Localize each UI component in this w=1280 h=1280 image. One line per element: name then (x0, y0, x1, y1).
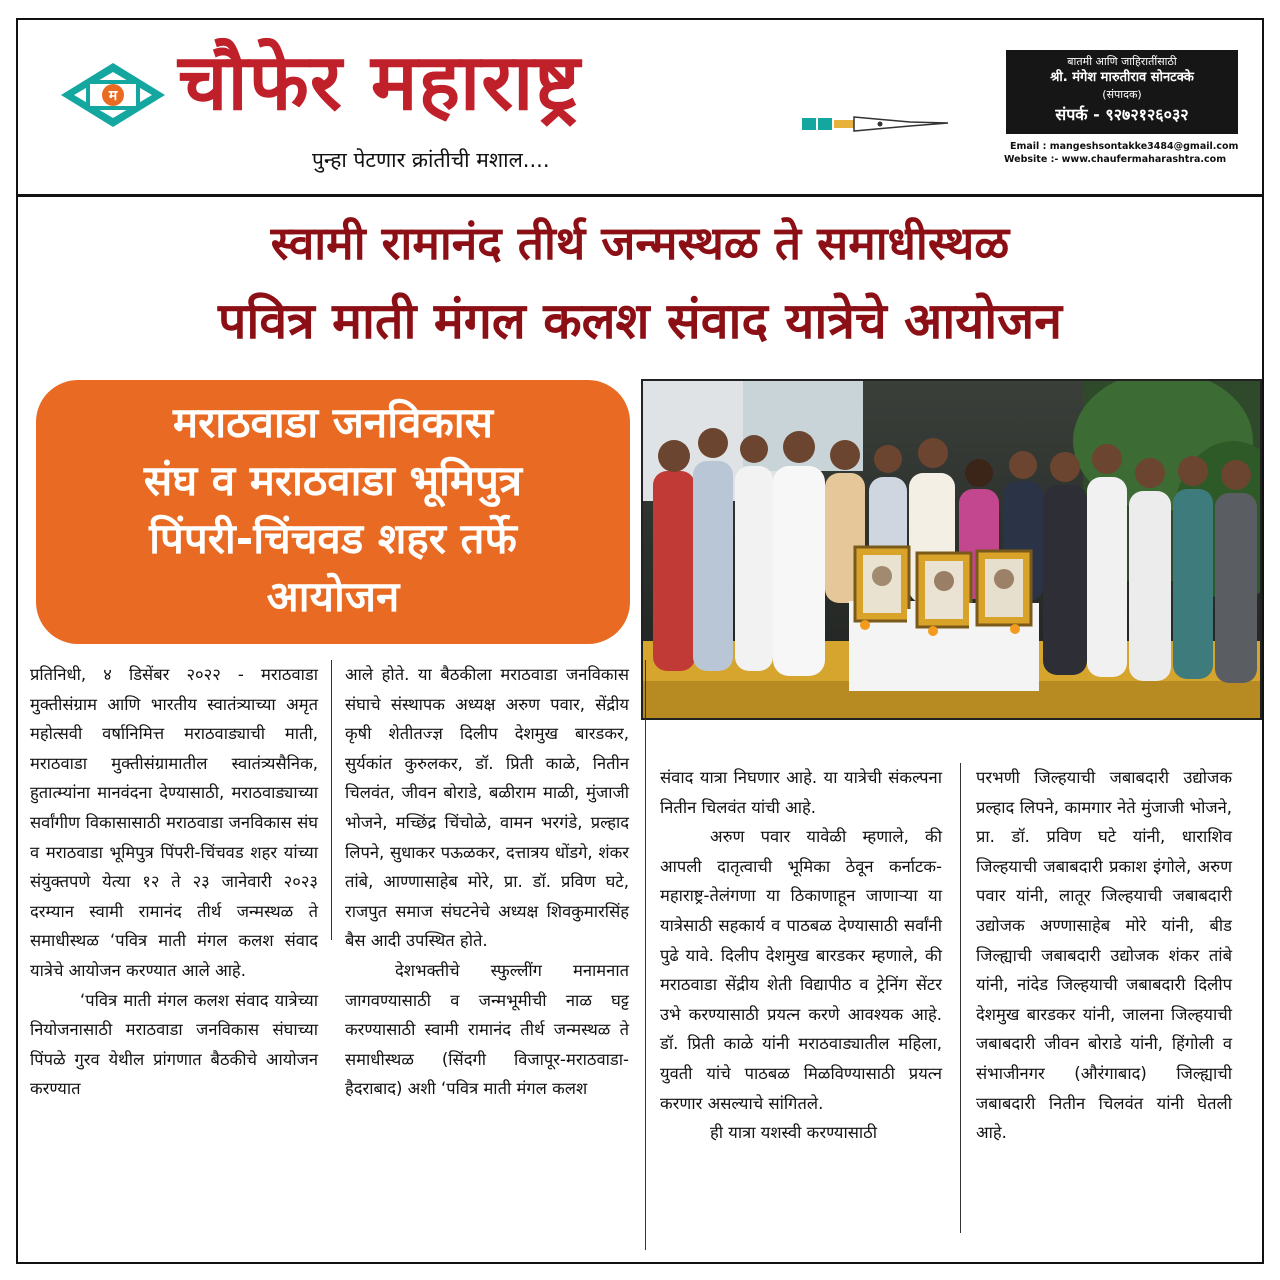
article-paragraph: आले होते. या बैठकीला मराठवाडा जनविकास संघाचे संस्थापक अध्यक्ष अरुण पवार, सेंद्रीय कृषी शेतीतज्ज्ञ दिलीप देशमुख बारडकर, सुर्यकांत कुरुलकर, डॉ. प्रिती काळे, नितीन चिलवंत, जीवन बोराडे, बळीराम माळी, मुंजाजी भोजने, मच्छिंद्र चिंचोळे, वामन भरगंडे, प्रल्हाद लिपने, सुधाकर पऊळकर, दत्तात्रय धोंडगे, शंकर तांबे, आण्णासाहेब मोरे, प्रा. डॉ. प्रविण घटे, राजपुत समाज संघटनेचे अध्यक्ष शिवकुमारसिंह बैस आदी उपस्थित होते. (345, 665, 629, 951)
article-paragraph: ‘पवित्र माती मंगल कलश संवाद यात्रेच्या नियोजनासाठी मराठवाडा जनविकास संघाच्या पिंपळे गुरव येथील प्रांगणात बैठकीचे आयोजन करण्यात (30, 990, 318, 1099)
column-divider (645, 660, 646, 1250)
article-column-1 (30, 660, 318, 1104)
logo-letter: म (108, 88, 118, 104)
subhead-line-2: संघ व मराठवाडा भूमिपुत्र (143, 456, 523, 505)
article-paragraph: अरुण पवार यावेळी म्हणाले, की आपली दातृत्वाची भूमिका ठेवून कर्नाटक-महाराष्ट्र-तेलंगणा या ठिकाणाहून जाणाऱ्या या यात्रेसाठी सहकार्य व पाठबळ देण्यासाठी सर्वांनी पुढे यावे. दिलीप देशमुख बारडकर म्हणाले, की मराठवाडा सेंद्रीय शेती विद्यापीठ व ट्रेनिंग सेंटर उभे करण्यासाठी प्रयत्न करणे आवश्यक आहे. डॉ. प्रिती काळे यांनी मराठवाड्यातील महिला, युवती यांचे पाठबळ मिळविण्यासाठी प्रयत्न करणार असल्याचे सांगितले. (660, 827, 942, 1113)
newspaper-logo-icon (58, 60, 168, 130)
newspaper-title: चौफेर महाराष्ट्र (178, 38, 581, 128)
masthead-divider (16, 194, 1264, 197)
article-paragraph: प्रतिनिधी, ४ डिसेंबर २०२२ - मराठवाडा मुक्तीसंग्राम आणि भारतीय स्वातंत्र्याच्या अमृत महोत्सवी वर्षानिमित्त मराठवाड्याची माती, मराठवाडा मुक्तीसंग्रामातील स्वातंत्र्यसैनिक, हुतात्म्यांना मानवंदना देण्यासाठी, मराठवाड्याच्या सर्वांगीण विकासासाठी मराठवाडा जनविकास संघ व मराठवाडा भूमिपुत्र पिंपरी-चिंचवड शहर यांच्या संयुक्तपणे येत्या १२ ते २३ जानेवारी २०२३ दरम्यान स्वामी रामानंद तीर्थ जन्मस्थळ ते समाधीस्थळ ‘पवित्र माती मंगल कलश संवाद यात्रेचे आयोजन करण्यात आले आहे. (30, 665, 318, 980)
contact-box (1006, 50, 1238, 134)
column-divider (960, 763, 961, 1233)
article-column-2 (345, 660, 629, 1104)
contact-heading: बातमी आणि जाहिरातींसाठी (1067, 55, 1177, 68)
article-paragraph: परभणी जिल्हयाची जबाबदारी उद्योजक प्रल्हाद लिपने, कामगार नेते मुंजाजी भोजने, प्रा. डॉ. प्रविण घटे यांनी, धाराशिव जिल्हयाची जबाबदारी प्रकाश इंगोले, अरुण पवार यांनी, लातूर जिल्हयाची जबाबदारी उद्योजक अण्णासाहेब मोरे यांनी, बीड जिल्ह्याची जबाबदारी उद्योजक शंकर तांबे यांनी, नांदेड जिल्हयाची जबाबदारी दिलीप देशमुख बारडकर यांनी, जालना जिल्हयाची जबाबदारी जीवन बोराडे यांनी, हिंगोली व संभाजीनगर (औरंगाबाद) जिल्ह्याची जबाबदारी नितीन चिलवंत यांनी घेतली आहे. (976, 768, 1232, 1143)
article-paragraph: देशभक्तीचे स्फुल्लींग मनामनात जागवण्यासाठी व जन्मभूमीची नाळ घट्ट करण्यासाठी स्वामी रामानंद तीर्थ जन्मस्थळ ते समाधीस्थळ (सिंदगी विजापूर-मराठवाडा- हैदराबाद) अशी ‘पवित्र माती मंगल कलश (345, 960, 629, 1099)
article-column-4 (976, 763, 1232, 1148)
masthead-tagline: पुन्हा पेटणार क्रांतीची मशाल.... (312, 148, 550, 172)
subhead-line-4: आयोजन (266, 572, 400, 621)
editor-role: (संपादक) (1102, 88, 1142, 101)
article-paragraph: ही यात्रा यशस्वी करण्यासाठी (710, 1123, 878, 1143)
event-photo-image (643, 381, 1260, 718)
subhead-line-1: मराठवाडा जनविकास (172, 398, 493, 447)
contact-website: Website :- www.chaufermaharashtra.com (1004, 154, 1227, 165)
pen-nib-icon (800, 108, 950, 138)
editor-name: श्री. मंगेश मारुतीराव सोनटक्के (1050, 70, 1194, 85)
contact-email: Email : mangeshsontakke3484@gmail.com (1010, 141, 1239, 152)
headline-line-2: पवित्र माती मंगल कलश संवाद यात्रेचे आयोजन (217, 292, 1063, 350)
headline-line-1: स्वामी रामानंद तीर्थ जन्मस्थळ ते समाधीस्थळ (270, 216, 1010, 270)
column-divider (331, 660, 332, 940)
event-photo (641, 379, 1262, 720)
article-column-3 (660, 763, 942, 1148)
subhead-line-3: पिंपरी-चिंचवड शहर तर्फे (149, 514, 517, 563)
article-paragraph: संवाद यात्रा निघणार आहे. या यात्रेची संकल्पना नितीन चिलवंत यांची आहे. (660, 768, 942, 817)
subhead-box (36, 380, 630, 644)
contact-number: संपर्क - ९२७२१२६०३२ (1055, 105, 1189, 124)
